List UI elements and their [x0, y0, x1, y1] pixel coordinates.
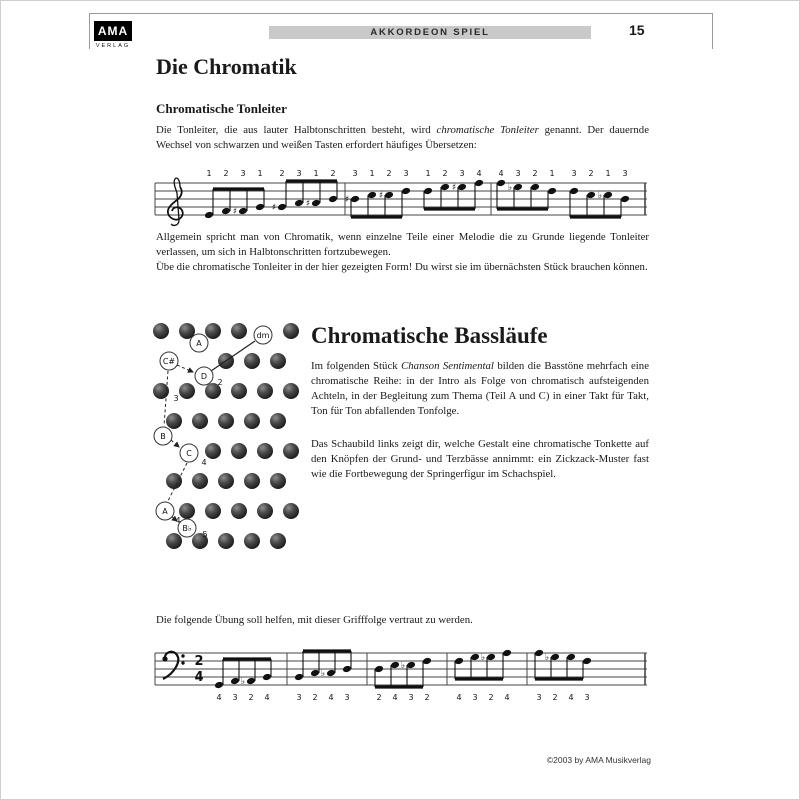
treble-staff-illustration — [153, 167, 649, 231]
svg-text:4: 4 — [264, 693, 270, 702]
note-head — [454, 657, 464, 665]
note-head — [238, 207, 248, 215]
note-head — [255, 203, 265, 211]
note-head — [569, 187, 579, 195]
bass-button — [192, 473, 208, 489]
note-head — [550, 653, 560, 661]
svg-text:1: 1 — [257, 169, 263, 178]
button-label-a2: A — [162, 507, 168, 516]
svg-text:3: 3 — [584, 693, 590, 702]
ama-logo-text: AMA — [97, 24, 129, 38]
button-label-dm: dm — [256, 331, 270, 340]
chapter-banner-label: AKKORDEON SPIEL — [370, 27, 490, 38]
note-head — [457, 183, 467, 191]
bass-button — [205, 443, 221, 459]
svg-text:♯: ♯ — [271, 203, 277, 213]
button-label-cis: C# — [162, 357, 176, 366]
paragraph-text: bilden die Basstöne mehrfach eine chromatische Reihe: in der Intro als Folge von chromatisch aufsteigenden Achteln, in der Begleitung zum Thema (Teil A und C) in einer Takt für Takt, Ton für Ton abfallenden Tonfolge. — [311, 360, 649, 417]
note-head — [470, 653, 480, 661]
emphasis-chromatische-tonleiter: chromatische Tonleiter — [436, 124, 539, 136]
svg-text:2: 2 — [532, 169, 538, 178]
bass-button — [205, 503, 221, 519]
note-head — [440, 183, 450, 191]
paragraph-chromatik-allgemein: Allgemein spricht man von Chromatik, wenn einzelne Teile einer Melodie die zu Grunde liegende Tonleiter verlassen, um sich in Halbtonschritten fortzubewegen. — [156, 231, 649, 258]
svg-text:♯: ♯ — [232, 207, 238, 217]
note-head — [603, 191, 613, 199]
note-head — [204, 211, 214, 219]
note-head — [326, 669, 336, 677]
ama-logo-subtitle: VERLAG — [95, 43, 131, 49]
svg-text:♭: ♭ — [544, 653, 550, 663]
bass-button — [153, 323, 169, 339]
note-head — [502, 649, 512, 657]
paragraph-chanson — [311, 359, 649, 419]
bass-button — [153, 383, 169, 399]
svg-text:2: 2 — [248, 693, 254, 702]
note-head — [246, 677, 256, 685]
svg-text:1: 1 — [206, 169, 212, 178]
paragraph-schaubild: Das Schaubild links zeigt dir, welche Gestalt eine chromatische Tonkette auf den Knöpfen der Grund- und Terzbässe annimmt: ein Zickzack-Muster fast wie die Fortbewegung der Springerfigur im Schachspiel. — [311, 438, 649, 480]
svg-text:4: 4 — [568, 693, 574, 702]
note-head — [547, 187, 557, 195]
note-head — [350, 195, 360, 203]
svg-text:3: 3 — [403, 169, 409, 178]
svg-text:3: 3 — [459, 169, 465, 178]
svg-text:♭: ♭ — [400, 661, 406, 671]
note-head — [367, 191, 377, 199]
note-head — [530, 183, 540, 191]
bass-button — [244, 533, 260, 549]
note-head — [586, 191, 596, 199]
svg-text:2: 2 — [376, 693, 382, 702]
svg-text:3: 3 — [408, 693, 414, 702]
zigzag-path — [164, 341, 255, 521]
time-signature — [194, 654, 203, 685]
finger-number: 4 — [201, 458, 207, 467]
copyright-notice: ©2003 by AMA Musikverlag — [546, 755, 651, 765]
note-head — [221, 207, 231, 215]
note-head — [294, 199, 304, 207]
time-signature-bottom: 4 — [194, 670, 204, 685]
note-head — [384, 191, 394, 199]
paragraph-uebung: Die folgende Übung soll helfen, mit dieser Grifffolge vertraut zu werden. — [156, 614, 473, 626]
paragraph-text: Im folgenden Stück — [311, 360, 402, 372]
header-tick-right — [712, 13, 713, 49]
svg-text:♯: ♯ — [305, 199, 311, 209]
time-signature-top: 2 — [194, 654, 204, 669]
note-group — [214, 649, 592, 702]
svg-text:3: 3 — [296, 693, 302, 702]
svg-text:♭: ♭ — [597, 191, 603, 201]
bass-button — [205, 323, 221, 339]
bass-button — [244, 353, 260, 369]
svg-text:♭: ♭ — [320, 669, 326, 679]
bass-button — [231, 503, 247, 519]
note-head — [230, 677, 240, 685]
svg-text:2: 2 — [386, 169, 392, 178]
section-heading-basslaeufe: Chromatische Bassläufe — [311, 323, 548, 348]
paragraph-uebung-hinweis: Übe die chromatische Tonleiter in der hier gezeigten Form! Du wirst sie im übernächsten Stück brauchen können. — [156, 261, 648, 273]
svg-text:2: 2 — [330, 169, 336, 178]
svg-text:4: 4 — [498, 169, 504, 178]
bass-button — [270, 353, 286, 369]
note-head — [390, 661, 400, 669]
treble-clef-icon — [168, 178, 183, 225]
finger-number: 3 — [173, 394, 179, 403]
note-head — [582, 657, 592, 665]
svg-text:3: 3 — [352, 169, 358, 178]
svg-text:2: 2 — [312, 693, 318, 702]
bass-button — [244, 413, 260, 429]
note-head — [328, 195, 338, 203]
paragraph-tonleiter — [156, 123, 649, 153]
button-label-d: D — [200, 372, 208, 381]
note-head — [214, 681, 224, 689]
svg-text:♭: ♭ — [240, 677, 246, 687]
note-head — [496, 179, 506, 187]
svg-text:3: 3 — [240, 169, 246, 178]
emphasis-chanson-sentimental: Chanson Sentimental — [401, 360, 494, 372]
note-head — [406, 661, 416, 669]
note-head — [474, 179, 484, 187]
bass-button — [283, 323, 299, 339]
bass-clef-icon — [162, 652, 184, 679]
bass-button-diagram — [149, 321, 299, 556]
note-head — [374, 665, 384, 673]
bass-button — [218, 413, 234, 429]
button-label-bb: B♭ — [182, 524, 192, 533]
note-head — [401, 187, 411, 195]
svg-text:3: 3 — [296, 169, 302, 178]
bass-button — [283, 503, 299, 519]
button-label-a: A — [196, 339, 202, 348]
svg-text:♯: ♯ — [344, 195, 350, 205]
button-label-c: C — [186, 449, 192, 458]
svg-text:1: 1 — [313, 169, 319, 178]
svg-text:1: 1 — [605, 169, 611, 178]
svg-text:♯: ♯ — [451, 183, 457, 193]
svg-text:1: 1 — [425, 169, 431, 178]
chapter-banner — [269, 26, 591, 39]
bass-button — [283, 383, 299, 399]
svg-text:2: 2 — [588, 169, 594, 178]
bass-button — [231, 323, 247, 339]
paragraph-text: Die Tonleiter, die aus lauter Halbtonschritten besteht, wird — [156, 124, 437, 136]
svg-text:3: 3 — [536, 693, 542, 702]
bass-button — [218, 473, 234, 489]
svg-text:2: 2 — [223, 169, 229, 178]
bass-button — [231, 443, 247, 459]
svg-text:4: 4 — [504, 693, 510, 702]
svg-text:2: 2 — [442, 169, 448, 178]
svg-text:3: 3 — [571, 169, 577, 178]
bass-button — [244, 473, 260, 489]
paragraph-text: genannt. Der dauernde Wechsel von schwarzen und weißen Tasten erfordert häufiges Übersetzen: — [156, 124, 649, 151]
svg-text:3: 3 — [515, 169, 521, 178]
page-number: 15 — [629, 22, 645, 38]
note-head — [310, 669, 320, 677]
section-heading-tonleiter: Chromatische Tonleiter — [156, 101, 287, 116]
svg-text:2: 2 — [279, 169, 285, 178]
bass-button — [270, 473, 286, 489]
note-head — [534, 649, 544, 657]
header-rule — [89, 13, 713, 14]
finger-number: 5 — [202, 530, 208, 539]
bass-button — [179, 503, 195, 519]
bass-button — [166, 413, 182, 429]
bass-button — [270, 413, 286, 429]
bass-button — [283, 443, 299, 459]
svg-text:4: 4 — [476, 169, 482, 178]
bass-button — [166, 533, 182, 549]
bass-button — [257, 503, 273, 519]
svg-text:3: 3 — [472, 693, 478, 702]
svg-text:3: 3 — [232, 693, 238, 702]
bass-button — [192, 413, 208, 429]
bass-button — [166, 473, 182, 489]
svg-text:3: 3 — [622, 169, 628, 178]
svg-text:♭: ♭ — [507, 183, 513, 193]
button-label-b: B — [160, 432, 166, 441]
ama-logo — [94, 21, 132, 41]
note-head — [311, 199, 321, 207]
svg-text:♭: ♭ — [480, 653, 486, 663]
note-group — [204, 169, 630, 219]
note-head — [620, 195, 630, 203]
svg-text:1: 1 — [369, 169, 375, 178]
finger-number: 4 — [175, 516, 181, 525]
note-head — [342, 665, 352, 673]
bass-button — [218, 533, 234, 549]
note-head — [486, 653, 496, 661]
svg-text:4: 4 — [392, 693, 398, 702]
note-head — [277, 203, 287, 211]
svg-text:4: 4 — [456, 693, 462, 702]
finger-number: 2 — [217, 378, 223, 387]
svg-text:♯: ♯ — [378, 191, 384, 201]
note-head — [513, 183, 523, 191]
bass-staff-illustration — [153, 643, 649, 705]
bass-button — [231, 383, 247, 399]
header-tick-left — [89, 13, 90, 49]
note-head — [423, 187, 433, 195]
note-head — [422, 657, 432, 665]
svg-text:2: 2 — [424, 693, 430, 702]
note-head — [262, 673, 272, 681]
svg-text:1: 1 — [549, 169, 555, 178]
svg-text:4: 4 — [216, 693, 222, 702]
bass-button — [179, 383, 195, 399]
svg-text:4: 4 — [328, 693, 334, 702]
bass-button — [257, 443, 273, 459]
bass-button — [257, 383, 273, 399]
note-head — [566, 653, 576, 661]
note-head — [294, 673, 304, 681]
page-title: Die Chromatik — [156, 54, 297, 79]
svg-text:3: 3 — [344, 693, 350, 702]
svg-text:2: 2 — [552, 693, 558, 702]
svg-text:2: 2 — [488, 693, 494, 702]
bass-button — [270, 533, 286, 549]
